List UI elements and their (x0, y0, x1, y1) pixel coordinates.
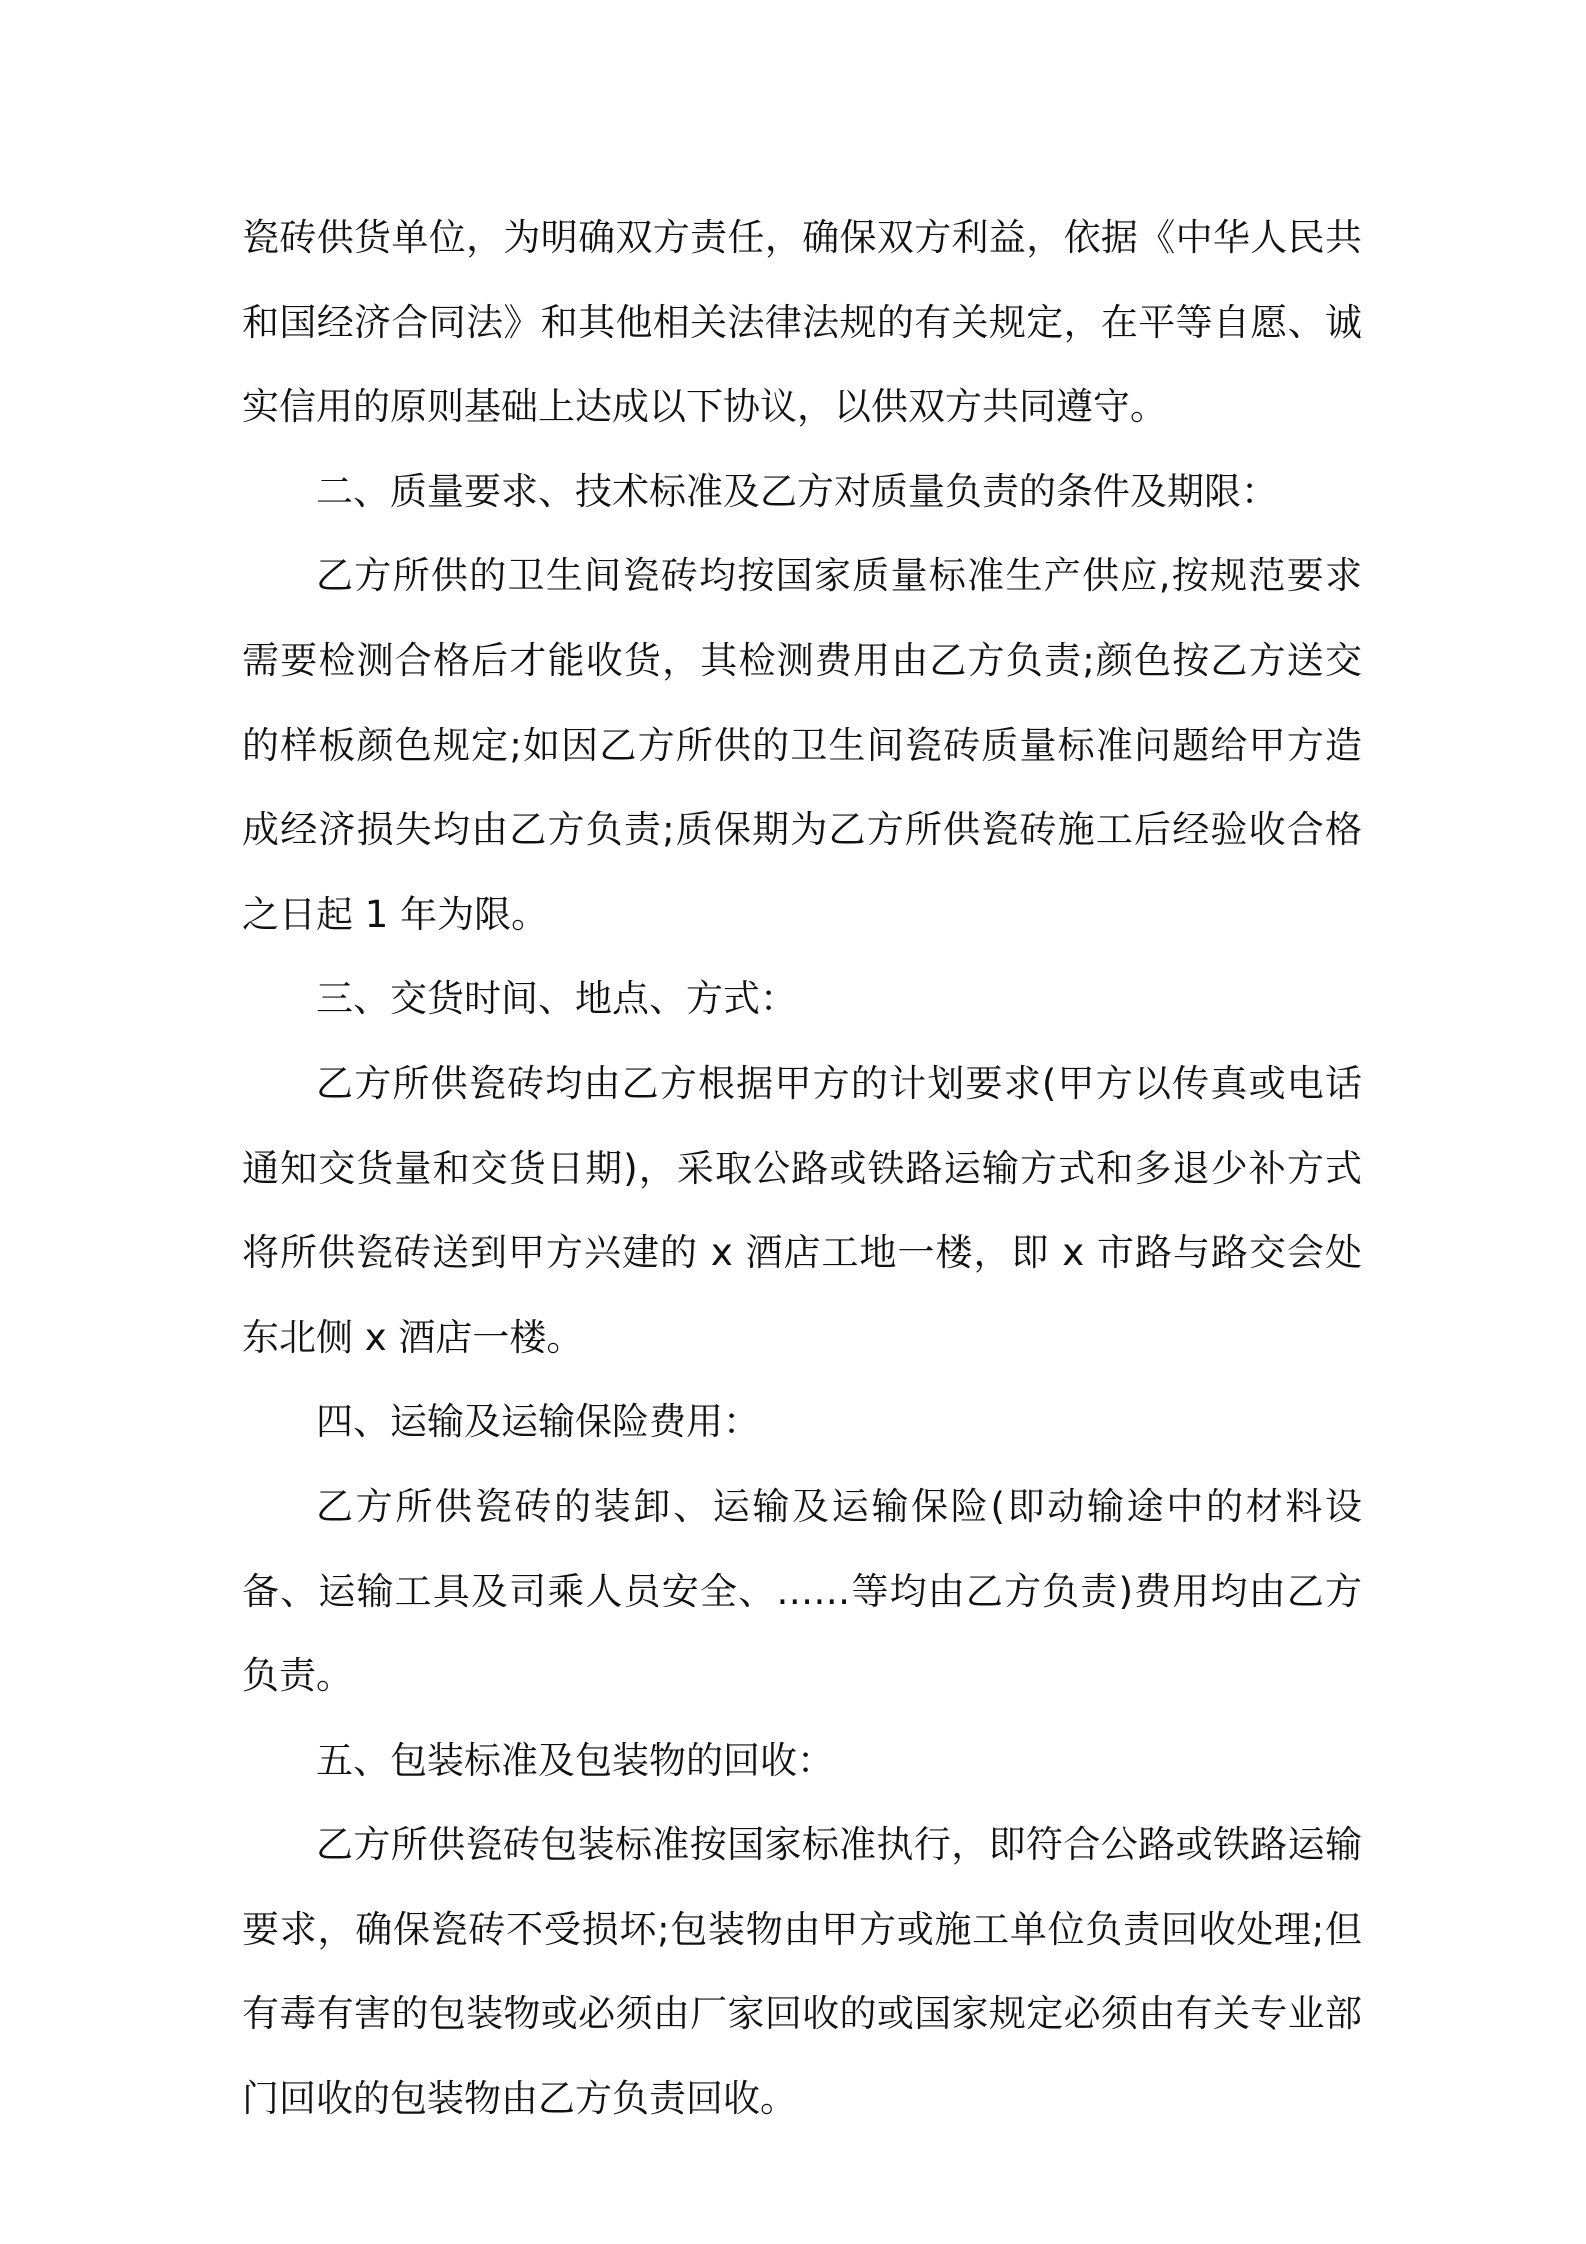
section-heading-packaging: 五、包装标准及包装物的回收： (316, 1738, 834, 1782)
quality-paragraph: 乙方所供的卫生间瓷砖均按国家质量标准生产供应,按规范要求需要检测合格后才能收货，其检测费用由乙方负责;颜色按乙方送交的样板颜色规定;如因乙方所供的卫生间瓷砖质量标准问题给甲方造成经济损失均由乙方负责;质保期为乙方所供瓷砖施工后经验收合格之日起 1 年为限。 (242, 554, 1362, 936)
intro-paragraph: 瓷砖供货单位，为明确双方责任，确保双方利益，依据《中华人民共和国经济合同法》和其他相关法律法规的有关规定，在平等自愿、诚实信用的原则基础上达成以下协议，以供双方共同遵守。 (242, 216, 1362, 429)
transport-paragraph: 乙方所供瓷砖的装卸、运输及运输保险(即动输途中的材料设备、运输工具及司乘人员安全、……等均由乙方负责)费用均由乙方负责。 (242, 1484, 1362, 1698)
delivery-paragraph: 乙方所供瓷砖均由乙方根据甲方的计划要求(甲方以传真或电话通知交货量和交货日期)，采取公路或铁路运输方式和多退少补方式将所供瓷砖送到甲方兴建的 x 酒店工地一楼，即 x 市路与路交会处东北侧 x 酒店一楼。 (242, 1061, 1362, 1359)
section-heading-delivery: 三、交货时间、地点、方式： (316, 977, 797, 1021)
section-heading-transport: 四、运输及运输保险费用： (316, 1400, 760, 1444)
document-page (242, 196, 1362, 2142)
section-heading-quality: 二、质量要求、技术标准及乙方对质量负责的条件及期限： (316, 469, 1278, 513)
packaging-paragraph: 乙方所供瓷砖包装标准按国家标准执行，即符合公路或铁路运输要求，确保瓷砖不受损坏;包装物由甲方或施工单位负责回收处理;但有毒有害的包装物或必须由厂家回收的或国家规定必须由有关专业部门回收的包装物由乙方负责回收。 (242, 1823, 1362, 2121)
